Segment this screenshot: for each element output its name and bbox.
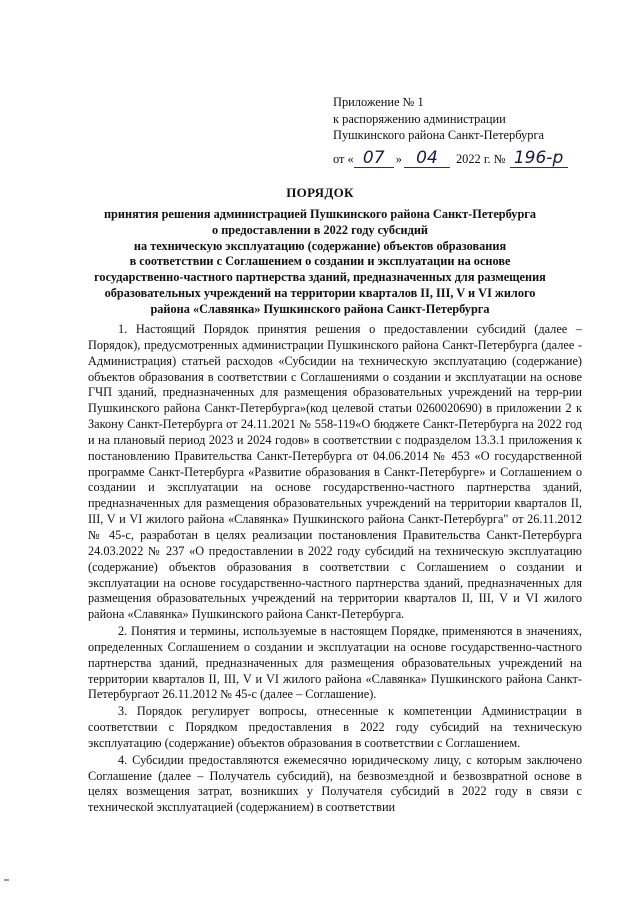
subtitle-line: государственно-частного партнерства зданий, предназначенных для размещения <box>94 270 546 285</box>
document-subtitle <box>80 207 560 318</box>
subtitle-line: образовательных учреждений на территории кварталов II, III, V и VI жилого <box>104 285 536 300</box>
appendix-ref-district: Пушкинского района Санкт-Петербурга <box>333 128 545 142</box>
order-number: 196-р <box>510 150 568 168</box>
date-day: 07 <box>354 150 394 168</box>
date-month: 04 <box>404 150 450 168</box>
appendix-header <box>333 94 568 168</box>
paragraph-2: 2. Понятия и термины, используемые в настоящем Порядке, применяются в значениях, определенных Соглашением о создании и эксплуатации на основе государственно-частного партнерства зданий, предназначенных для размещения образовательных учреждений на территории кварталов II, III, V и VI жилого района «Славянка» Пушкинского района Санкт-Петербургаот 26.11.2012 № 45-с (далее – Соглашение). <box>88 624 582 702</box>
scan-mark <box>4 879 9 881</box>
paragraph-1: 1. Настоящий Порядок принятия решения о предоставлении субсидий (далее – Порядок), предусмотренных администрации Пушкинского района Санкт-Петербурга (далее - Администрация) статьей расходов «Субсидии на техническую эксплуатацию (содержание) объектов образования в соответствии с Соглашениями о создании и эксплуатации на основе ГЧП зданий, предназначенных для размещения образовательных учреждений на терр-рии Пушкинского района Санкт-Петербурга»(код целевой статьи 0260020690) в приложении 2 к Закону Санкт-Петербурга от 24.11.2021 № 558-119«О бюджете Санкт-Петербурга на 2022 год и на плановый период 2023 и 2024 годов» в соответствии с подразделом 13.3.1 приложения к постановлению Правительства Санкт-Петербурга от 04.06.2014 № 453 «О государственной программе Санкт-Петербурга «Развитие образования в Санкт-Петербурге» и Соглашением о создании и эксплуатации на основе государственно-частного партнерства зданий, предназначенных для размещения образовательных учреждений на территории кварталов II, III, V и VI жилого района «Славянка» Пушкинского района Санкт-Петербурга" от 26.11.2012 № 45-с, разработан в целях реализации постановления Правительства Санкт-Петербурга 24.03.2022 № 237 «О предоставлении в 2022 году субсидий на техническую эксплуатацию (содержание) объектов образования в соответствии с Соглашением о создании и эксплуатации на основе государственно-частного партнерства зданий, предназначенных для размещения образовательных учреждений на территории кварталов II, III, V и VI жилого района «Славянка» Пушкинского района Санкт-Петербурга. <box>88 322 582 622</box>
date-mid: » <box>395 152 402 166</box>
appendix-date-line <box>333 147 568 168</box>
appendix-number: Приложение № 1 <box>333 95 424 109</box>
subtitle-line: о предоставлении в 2022 году субсидий <box>211 222 429 237</box>
date-year: 2022 г. № <box>455 152 506 166</box>
date-prefix: от « <box>333 152 354 166</box>
subtitle-line: в соответствии с Соглашением о создании и эксплуатации на основе <box>129 254 511 269</box>
paragraph-3: 3. Порядок регулирует вопросы, отнесенные к компетенции Администрации в соответствии с Порядком предоставления в 2022 году субсидий на техническую эксплуатацию (содержание) объектов образования в соответствии с Соглашением. <box>88 704 582 750</box>
subtitle-line: района «Славянка» Пушкинского района Санкт-Петербурга <box>150 301 490 316</box>
document-title: ПОРЯДОК <box>286 185 354 200</box>
subtitle-line: принятия решения администрацией Пушкинского района Санкт-Петербурга <box>103 207 537 221</box>
appendix-ref-line: к распоряжению администрации <box>333 111 506 126</box>
subtitle-line: на техническую эксплуатацию (содержание) объектов образования <box>133 238 507 253</box>
paragraph-4: 4. Субсидии предоставляются ежемесячно юридическому лицу, с которым заключено Соглашение (далее – Получатель субсидий), на безвозмездной и безвозвратной основе в целях возмещения затрат, возникших у Получателя субсидий в 2022 году в связи с технической эксплуатацией (содержанием) в соответствии <box>88 752 582 815</box>
document-body <box>88 322 582 816</box>
